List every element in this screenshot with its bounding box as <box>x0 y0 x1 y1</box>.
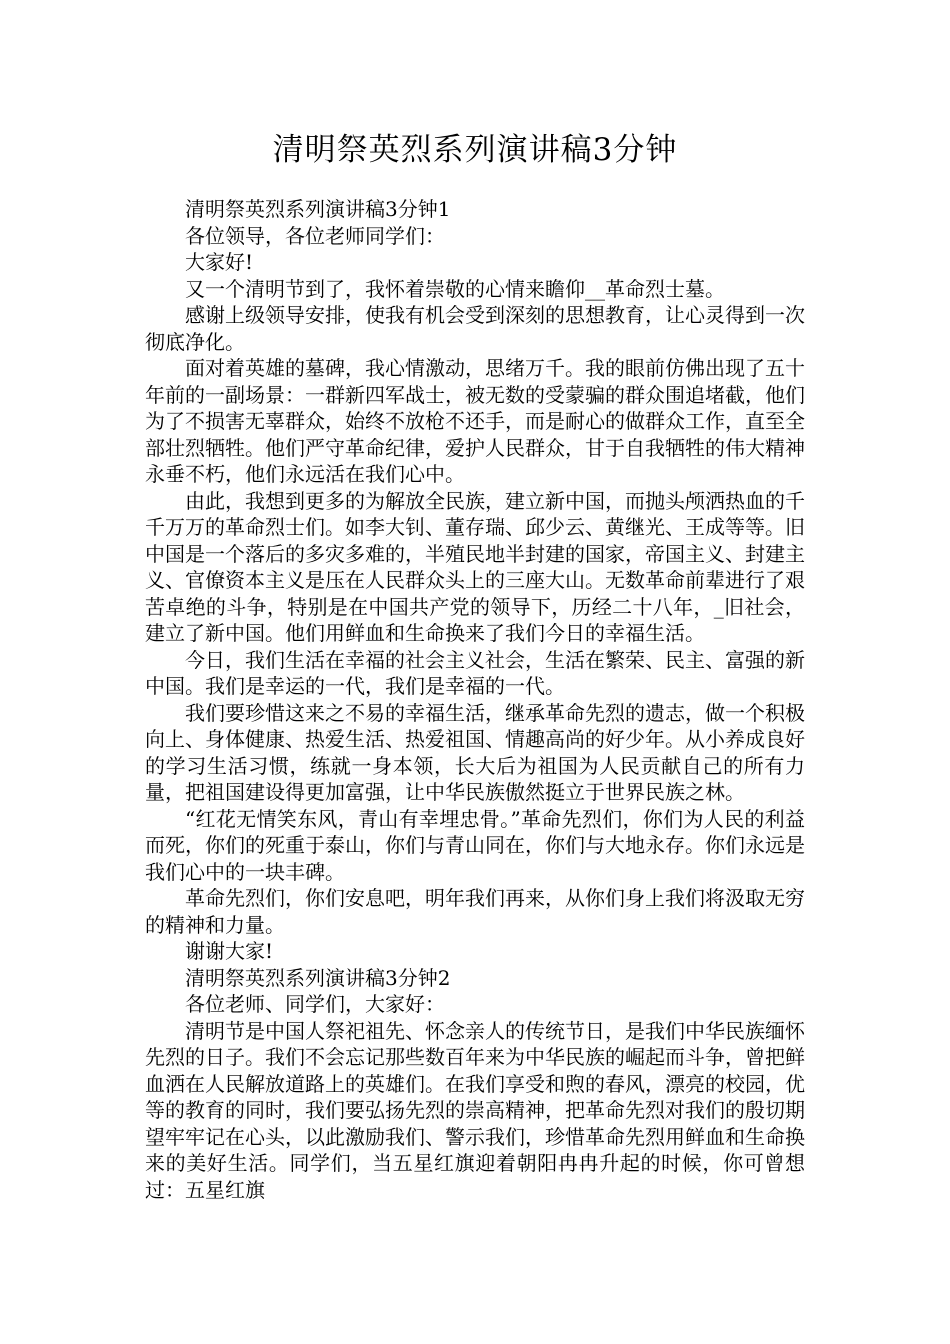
paragraph: 清明节是中国人祭祀祖先、怀念亲人的传统节日，是我们中华民族缅怀先烈的日子。我们不会忘记那些数百年来为中华民族的崛起而斗争，曾把鲜血洒在人民解放道路上的英雄们。在我们享受和煦的春风，漂亮的校园，优等的教育的同时，我们要弘扬先烈的崇高精神，把革命先烈对我们的殷切期望牢牢记在心头，以此激励我们、警示我们，珍惜革命先烈用鲜血和生命换来的美好生活。同学们，当五星红旗迎着朝阳冉冉升起的时候，你可曾想过：五星红旗 <box>145 1018 805 1202</box>
paragraph: 又一个清明节到了，我怀着崇敬的心情来瞻仰__革命烈士墓。 <box>185 276 725 301</box>
paragraph: 我们要珍惜这来之不易的幸福生活，继承革命先烈的遗志，做一个积极向上、身体健康、热爱生活、热爱祖国、情趣高尚的好少年。从小养成良好的学习生活习惯，练就一身本领，长大后为祖国为人民贡献自己的所有力量，把祖国建设得更加富强，让中华民族傲然挺立于世界民族之林。 <box>145 700 805 804</box>
document-page <box>145 128 805 1203</box>
paragraph: 大家好! <box>185 250 254 274</box>
paragraph: 由此，我想到更多的为解放全民族，建立新中国，而抛头颅洒热血的千千万万的革命烈士们。如李大钊、董存瑞、邱少云、黄继光、王成等等。旧中国是一个落后的多灾多难的，半殖民地半封建的国家，帝国主义、封建主义、官僚资本主义是压在人民群众头上的三座大山。无数革命前辈进行了艰苦卓绝的斗争，特别是在中国共产党的领导下，历经二十八年，_旧社会，建立了新中国。他们用鲜血和生命换来了我们今日的幸福生活。 <box>145 488 805 645</box>
paragraph: 各位老师、同学们，大家好： <box>185 992 445 1016</box>
paragraph: 今日，我们生活在幸福的社会主义社会，生活在繁荣、民主、富强的新中国。我们是幸运的一代，我们是幸福的一代。 <box>145 647 805 698</box>
paragraph: 感谢上级领导安排，使我有机会受到深刻的思想教育，让心灵得到一次彻底净化。 <box>145 303 805 354</box>
paragraph: “红花无情笑东风，青山有幸埋忠骨。”革命先烈们，你们为人民的利益而死，你们的死重于泰山，你们与青山同在，你们与大地永存。你们永远是我们心中的一块丰碑。 <box>145 806 805 884</box>
paragraph: 各位领导，各位老师同学们： <box>185 223 445 248</box>
paragraph: 谢谢大家! <box>185 939 274 963</box>
paragraph: 面对着英雄的墓碑，我心情激动，思绪万千。我的眼前仿佛出现了五十年前的一副场景：一群新四军战士，被无数的受蒙骗的群众围追堵截，他们为了不损害无辜群众，始终不放枪不还手，而是耐心的做群众工作，直至全部壮烈牺牲。他们严守革命纪律，爱护人民群众，甘于自我牺牲的伟大精神永垂不朽，他们永远活在我们心中。 <box>145 356 805 486</box>
document-body <box>145 196 805 1203</box>
document-title: 清明祭英烈系列演讲稿3分钟 <box>272 132 678 168</box>
paragraph: 清明祭英烈系列演讲稿3分钟1 <box>185 197 451 221</box>
paragraph: 革命先烈们，你们安息吧，明年我们再来，从你们身上我们将汲取无穷的精神和力量。 <box>145 886 805 937</box>
paragraph: 清明祭英烈系列演讲稿3分钟2 <box>185 965 451 990</box>
